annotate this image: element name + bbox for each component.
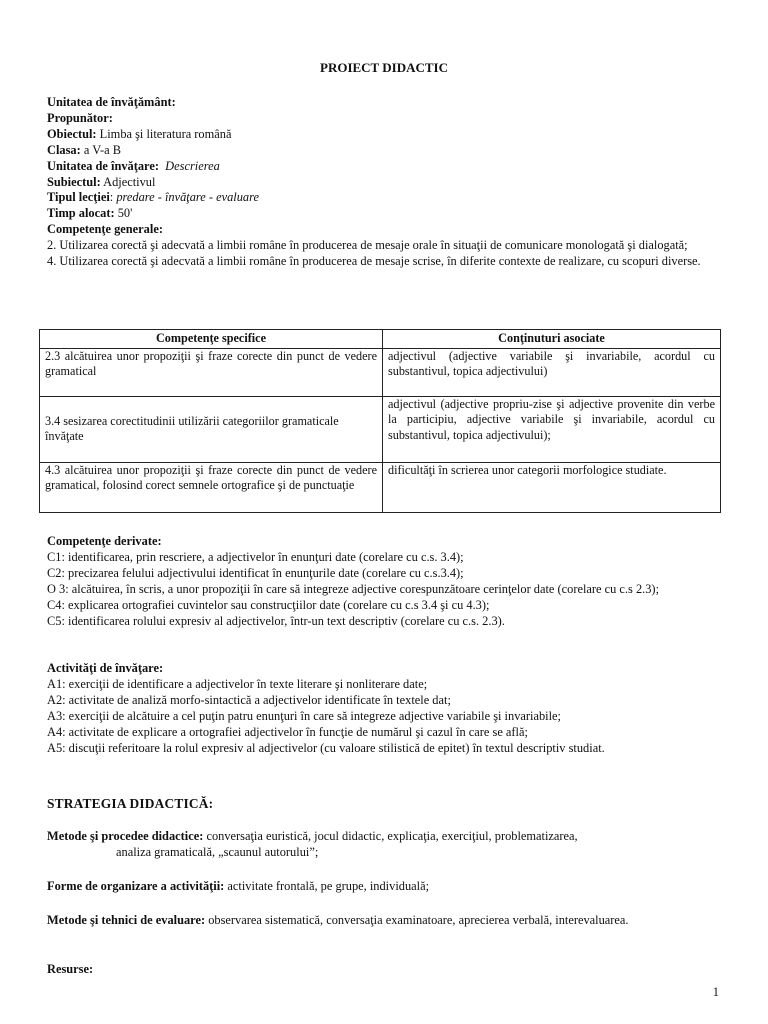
table-header-cell: Conţinuturi asociate	[383, 330, 721, 349]
document-title: PROIECT DIDACTIC	[320, 60, 448, 75]
subiectul-line: Subiectul: Adjectivul	[47, 174, 156, 189]
competenta-generala-4: 4. Utilizarea corectă şi adecvată a limbii române în producerea de mesaje scrise, în diferite contexte de realizare, cu scopuri diverse.	[47, 254, 701, 269]
resurse-heading: Resurse:	[47, 962, 94, 976]
table-cell: adjectivul (adjective variabile şi invariabile, acordul cu substantivul, topica adjectivului)	[383, 348, 721, 396]
activitati-section	[47, 661, 719, 756]
list-item: A2: activitate de analiză morfo-sintactică a adjectivelor identificate în textele dat;	[47, 692, 451, 707]
forme-paragraph: Forme de organizare a activităţii: activitate frontală, pe grupe, individuală;	[47, 879, 430, 893]
table-cell: adjectivul (adjective propriu-zise şi adjective provenite din verbe la participiu, adjective variabile şi invariabile, acordul cu substantivul, topica adjectivului);	[383, 396, 721, 462]
table-cell: 4.3 alcătuirea unor propoziţii şi fraze corecte din punct de vedere gramatical, folosind corect semnele ortografice şi de punctuaţie	[40, 462, 383, 512]
competente-derivate-heading: Competenţe derivate:	[47, 534, 162, 548]
evaluare-paragraph: Metode şi tehnici de evaluare: observarea sistematică, conversaţia examinatoare, aprecierea verbală, interevaluarea.	[47, 913, 629, 927]
table-row	[40, 396, 721, 462]
timp-line: Timp alocat: 50'	[47, 206, 133, 221]
list-item: A4: activitate de explicare a ortografiei adjectivelor în funcţie de numărul şi cazul în care se află;	[47, 724, 528, 739]
header-section	[47, 95, 719, 270]
list-item: C2: precizarea felului adjectivului identificat în enunţurile date (corelare cu c.s.3.4);	[47, 565, 464, 580]
table-header-row	[40, 330, 721, 349]
list-item: A5: discuţii referitoare la rolul expresiv al adjectivelor (cu valoare stilistică de epitet) în textul descriptiv studiat.	[47, 740, 605, 755]
table-row	[40, 348, 721, 396]
activitati-heading: Activităţi de învăţare:	[47, 661, 164, 675]
list-item: A1: exerciţii de identificare a adjectivelor în texte literare şi nonliterare date;	[47, 676, 428, 691]
competente-table	[39, 329, 721, 513]
table-cell: dificultăţi în scrierea unor categorii morfologice studiate.	[383, 462, 721, 512]
list-item: C5: identificarea rolului expresiv al adjectivelor, într-un text descriptiv (corelare cu c.s. 2.3).	[47, 613, 505, 628]
clasa-line: Clasa: a V-a B	[47, 142, 122, 157]
table-cell: 2.3 alcătuirea unor propoziţii şi fraze corecte din punct de vedere gramatical	[40, 348, 383, 396]
competenta-generala-2: 2. Utilizarea corectă şi adecvată a limbii române în producerea de mesaje orale în situaţii de comunicare monologată şi dialogată;	[47, 238, 688, 253]
propunator-line: Propunător:	[47, 110, 113, 125]
competente-generale-heading: Competenţe generale:	[47, 222, 163, 237]
list-item: A3: exerciţii de alcătuire a cel puţin patru enunţuri în care să integreze adjective variabile şi invariabile;	[47, 708, 561, 723]
strategia-heading: STRATEGIA DIDACTICĂ:	[47, 796, 214, 811]
unitate-line: Unitatea de învăţământ:	[47, 95, 176, 109]
obiectul-line: Obiectul: Limba şi literatura română	[47, 126, 232, 141]
list-item: C4: explicarea ortografiei cuvintelor sau construcţiilor date (corelare cu c.s 3.4 şi cu 4.3);	[47, 597, 490, 612]
competente-derivate-section	[47, 534, 719, 629]
table-row	[40, 462, 721, 512]
page-number: 1	[712, 985, 719, 999]
tipul-line: Tipul lecţiei: predare - învăţare - evaluare	[47, 190, 259, 205]
metode-paragraph: Metode şi procedee didactice: conversaţia euristică, jocul didactic, explicaţia, exerciţiul, problematizarea, analiza gramaticală, „scaunul autorului”;	[47, 829, 578, 859]
list-item: C1: identificarea, prin rescriere, a adjectivelor în enunţuri date (corelare cu c.s. 3.4);	[47, 549, 464, 564]
table-header-cell: Competenţe specifice	[40, 330, 383, 349]
list-item: O 3: alcătuirea, în scris, a unor propoziţii în care să integreze adjective corespunzătoare cerinţelor date (corelare cu c.s 2.3);	[47, 581, 660, 596]
table-cell: 3.4 sesizarea corectitudinii utilizării categoriilor gramaticale învăţate	[40, 396, 383, 462]
unitate-invatare-line: Unitatea de învăţare: Descrierea	[47, 158, 220, 173]
